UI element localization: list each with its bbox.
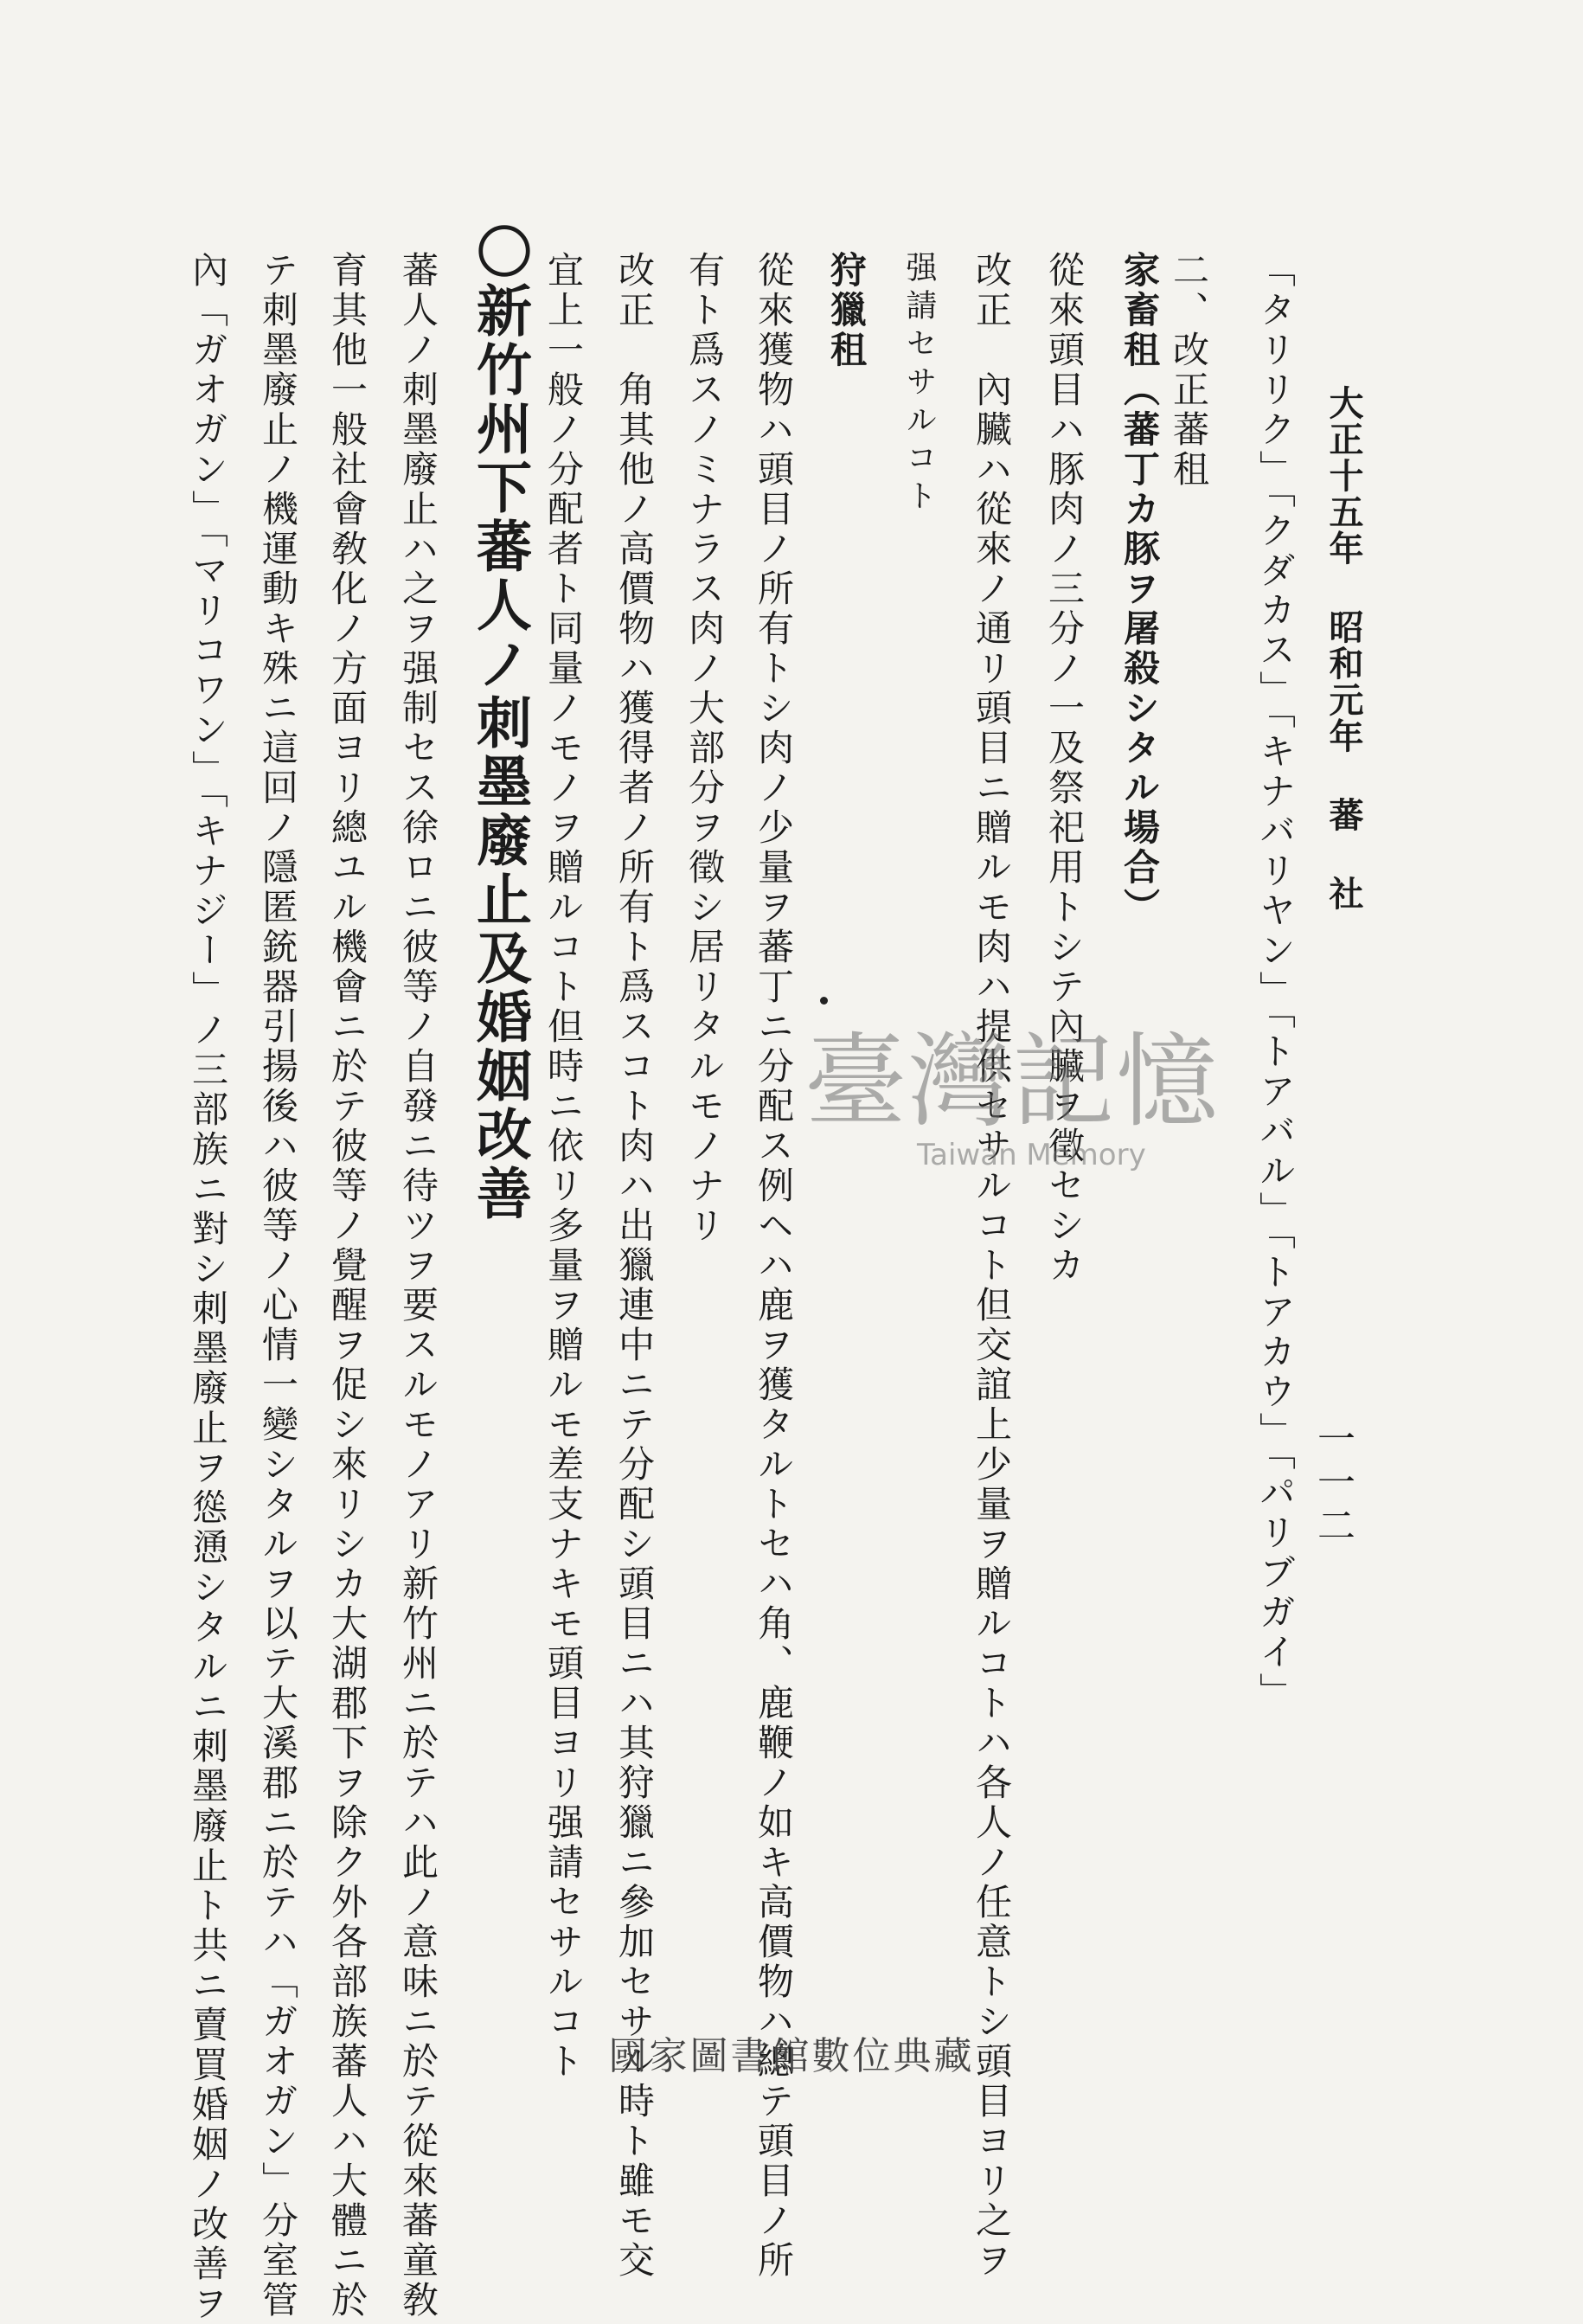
text-line: 有ト爲スノミナラス肉ノ大部分ヲ徵シ居リタルモノナリ: [683, 251, 726, 1246]
watermark: [804, 1022, 1221, 1190]
text-line: 二、改正蕃租: [1168, 251, 1210, 490]
watermark-english: Taiwan Memory: [917, 1138, 1146, 1172]
ink-dot: [820, 997, 828, 1005]
running-header: 大正十五年 昭和元年 蕃 社: [1323, 385, 1364, 912]
text-line: 蕃人ノ刺墨廢止ハ之ヲ强制セス徐ロニ彼等ノ自發ニ待ツヲ要スルモノアリ新竹州ニ於テハ此ノ意味ニ於テ從來蕃童敎: [397, 251, 439, 2321]
watermark-chars: 臺灣記憶: [804, 1022, 1221, 1141]
text-line: 內「ガオガン」「マリコワン」「キナジー」ノ三部族ニ對シ刺墨廢止ヲ慫慂シタルニ刺墨廢止ト共ニ賣買婚姻ノ改善ヲ: [187, 251, 229, 2324]
page-number: 一一二: [1311, 1419, 1355, 1549]
text-line: 育其他一般社會敎化ノ方面ヨリ總ユル機會ニ於テ彼等ノ覺醒ヲ促シ來リシカ大湖郡下ヲ除ク外各部族蕃人ハ大體ニ於: [326, 251, 369, 2321]
text-line: 家畜租（蕃丁カ豚ヲ屠殺シタル場合）: [1118, 251, 1161, 928]
text-line: 「タリリク」「クダカス」「キナバリヤン」「トアバル」「トアカウ」「パリブガイ」: [1254, 251, 1297, 1712]
text-line: 從來頭目ハ豚肉ノ三分ノ一及祭祀用トシテ內臟ヲ徵セシカ: [1043, 251, 1086, 1286]
text-line: 强請セサルコト: [901, 251, 937, 517]
text-line: 改正 角其他ノ高價物ハ獲得者ノ所有ト爲スコト肉ハ出獵連中ニテ分配シ頭目ニハ其狩獵ニ參加セサル時ト雖モ交: [613, 251, 656, 2281]
text-line: テ刺墨廢止ノ機運動キ殊ニ這回ノ隱匿銃器引揚後ハ彼等ノ心情一變シタルヲ以テ大溪郡ニ於テハ「ガオガン」分室管: [257, 251, 299, 2321]
text-line: 改正 內臟ハ從來ノ通リ頭目ニ贈ルモ肉ハ提供セサルコト但交誼上少量ヲ贈ルコトハ各人ノ任意トシ頭目ヨリ之ヲ: [971, 251, 1013, 2281]
section-title: 〇新竹州下蕃人ノ刺墨廢止及婚姻改善: [467, 223, 532, 1223]
text-line: 宜上一般ノ分配者ト同量ノモノヲ贈ルコト但時ニ依リ多量ヲ贈ルモ差支ナキモ頭目ヨリ强請セサルコト: [542, 251, 585, 2082]
footer-credit: 國家圖書館數位典藏: [608, 2034, 975, 2078]
text-line: 從來獲物ハ頭目ノ所有トシ肉ノ少量ヲ蕃丁ニ分配ス例ヘハ鹿ヲ獲タルトセハ角、鹿鞭ノ如キ高價物ハ總テ頭目ノ所: [753, 251, 795, 2281]
text-line: 狩獵租: [825, 251, 868, 370]
